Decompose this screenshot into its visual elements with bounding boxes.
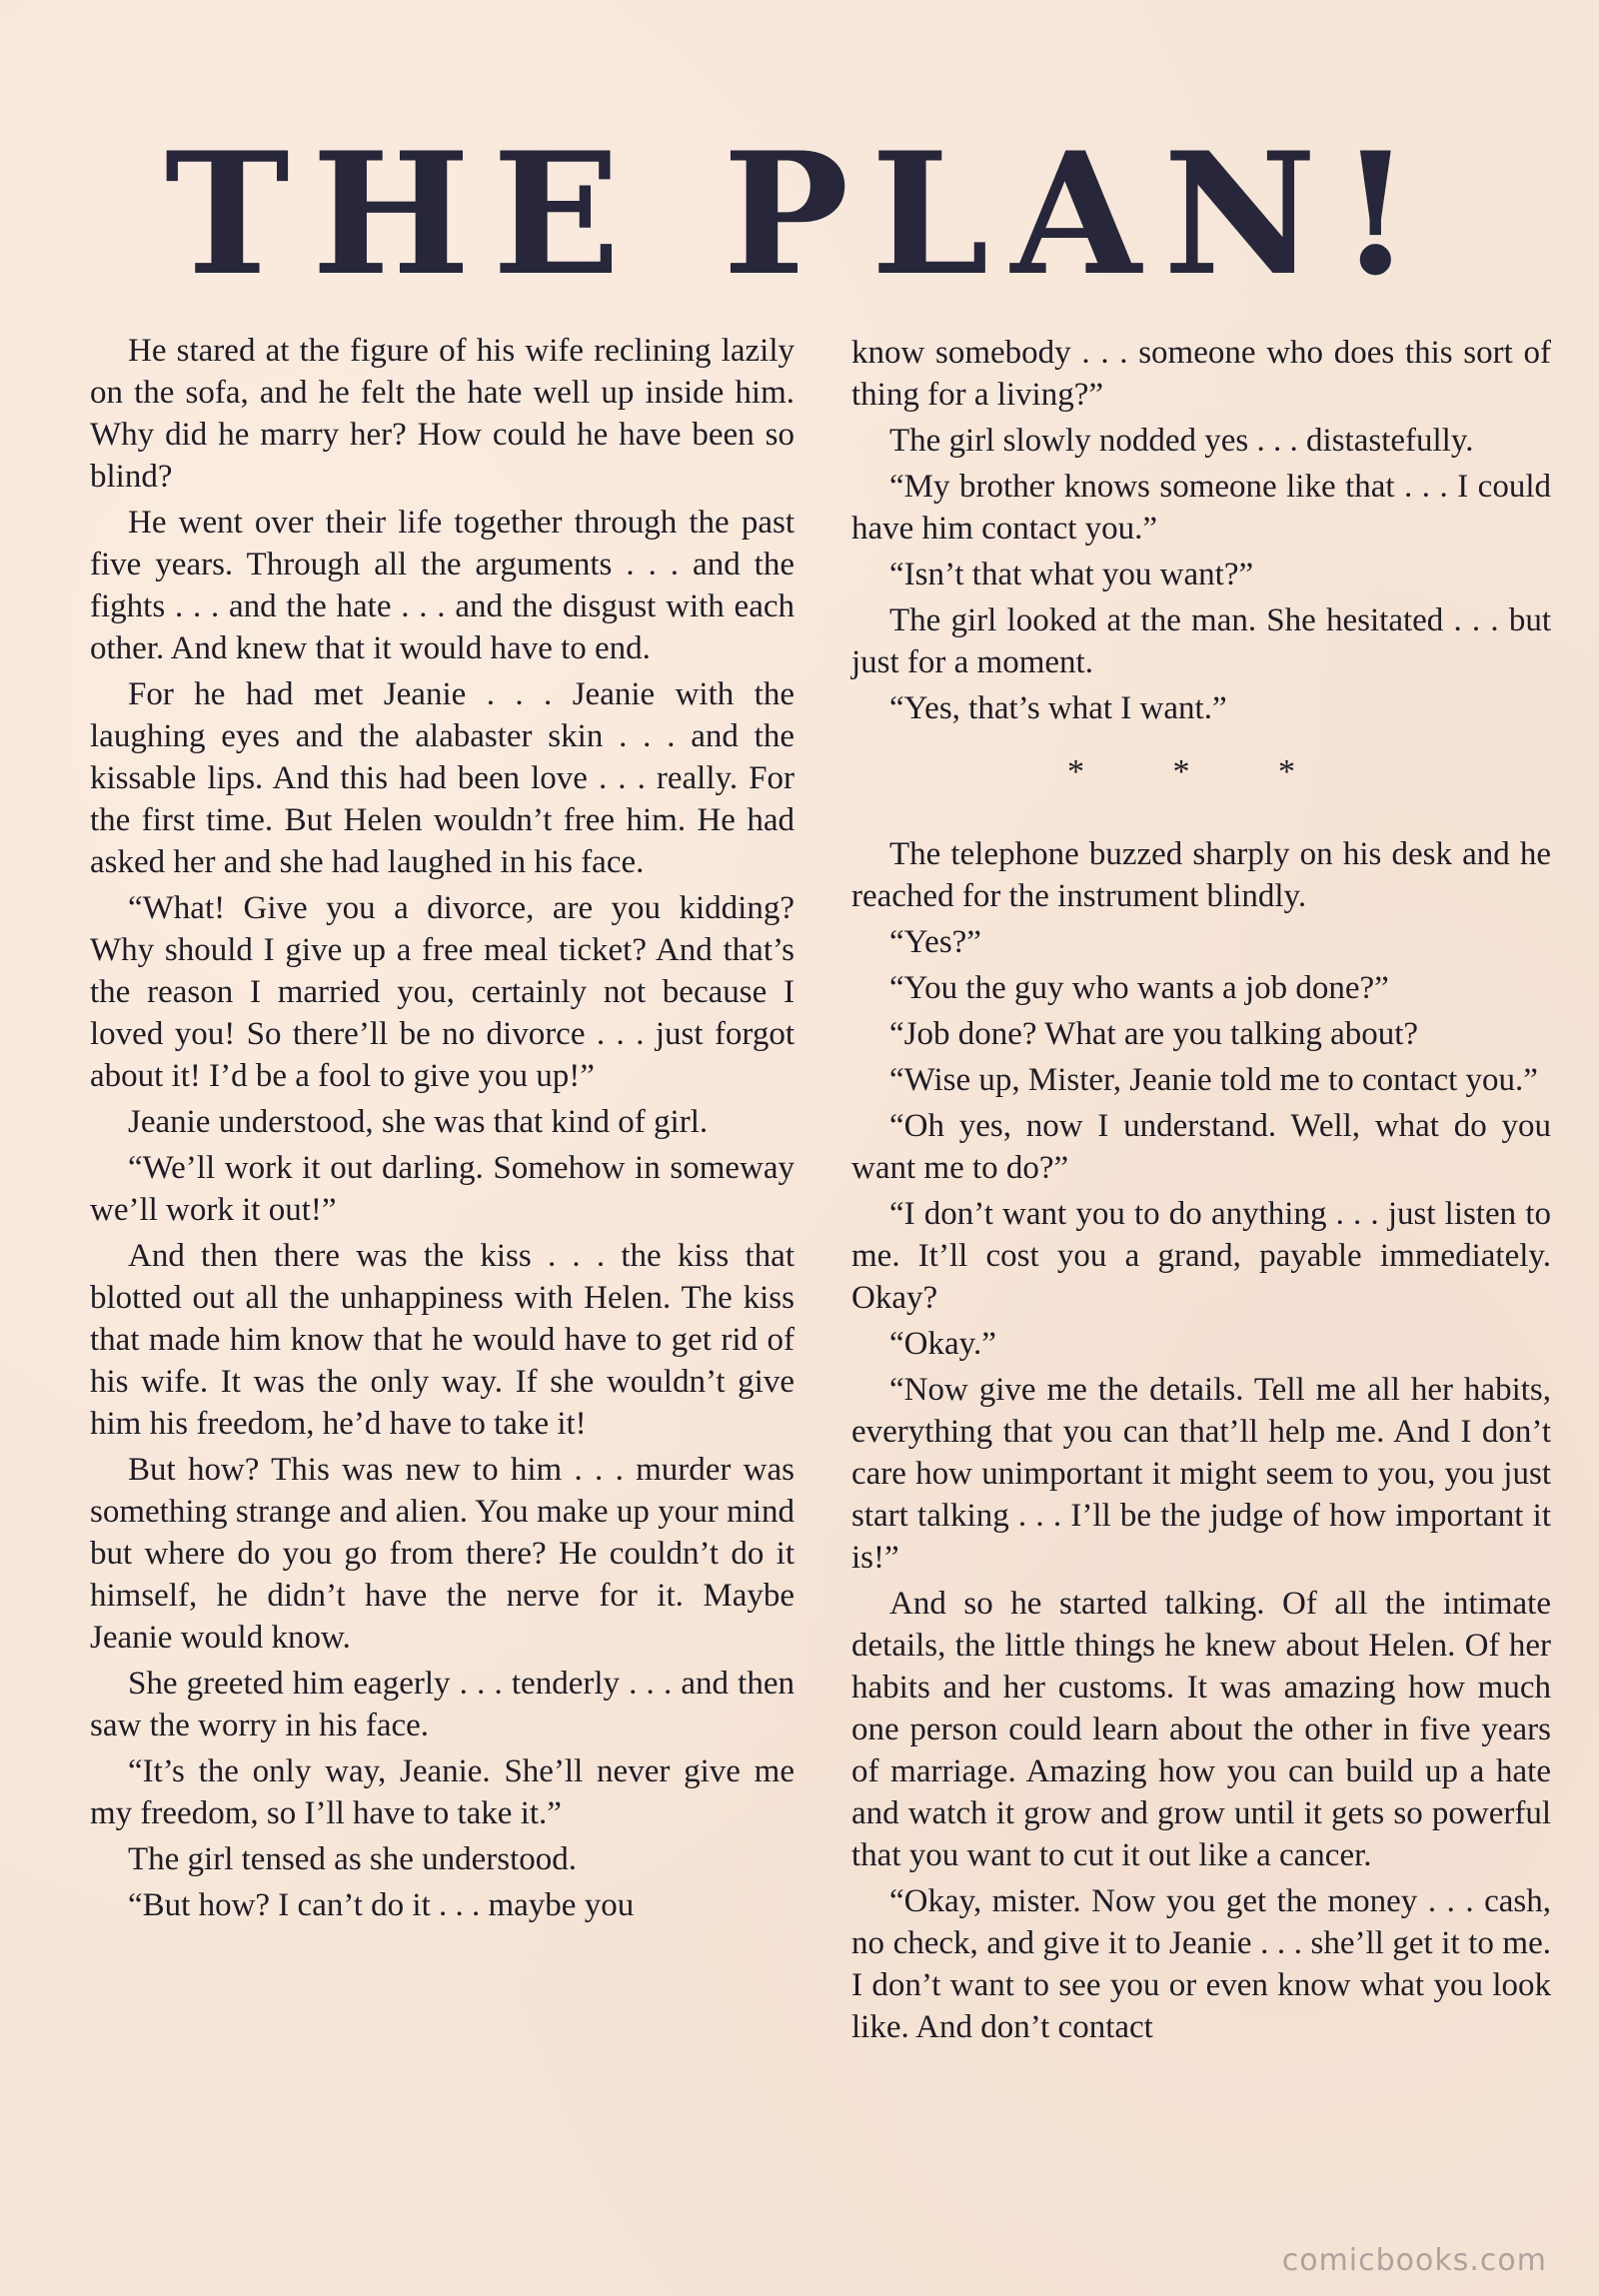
watermark-text: comicbooks.com — [1281, 2243, 1547, 2278]
paragraph: And so he started talking. Of all the intimate details, the little things he knew about Helen. Of her habits and her customs. It was amazing how much one person could learn about the other in five years of marriage. Amazing how you can build up a hate and watch it grow and grow until it gets so powerful that you want to cut it out like a cancer. — [851, 1586, 1551, 1873]
paragraph: The girl slowly nodded yes . . . distastefully. — [889, 423, 1474, 459]
paragraph: And then there was the kiss . . . the kiss that blotted out all the unhappiness with Helen. The kiss that made him know that he would have to get rid of his wife. It was the only way. If she wouldn’t give him his freedom, he’d have to take it! — [90, 1238, 795, 1442]
paragraph: Jeanie understood, she was that kind of girl. — [128, 1104, 709, 1140]
paragraph: “But how? I can’t do it . . . maybe you — [128, 1887, 635, 1923]
paragraph: “It’s the only way, Jeanie. She’ll never give me my freedom, so I’ll have to take it.” — [90, 1753, 795, 1831]
paragraph: “Okay, mister. Now you get the money . . . cash, no check, and give it to Jeanie . . . she’ll get it to me. I don’t want to see you or even know what you look like. And don’t contact — [851, 1883, 1551, 2045]
paragraph: The girl tensed as she understood. — [128, 1841, 578, 1877]
paragraph: “What! Give you a divorce, are you kidding? Why should I give up a free meal ticket? And that’s the reason I married you, certainly not because I loved you! So there’ll be no divorce . . . just forgot about it! I’d be a fool to give you up!” — [90, 890, 795, 1094]
paragraph: The telephone buzzed sharply on his desk and he reached for the instrument blindly. — [851, 836, 1551, 914]
paragraph: For he had met Jeanie . . . Jeanie with the laughing eyes and the alabaster skin . . . and the kissable lips. And this had been love . . . really. For the first time. But Helen wouldn’t free him. He had asked her and she had laughed in his face. — [90, 676, 795, 880]
paragraph: “Now give me the details. Tell me all her habits, everything that you can that’ll help me. And I don’t care how unimportant it might seem to you, you just start talking . . . I’ll be the judge of how important it is!” — [851, 1372, 1551, 1576]
paragraph: “Job done? What are you talking about? — [889, 1016, 1419, 1052]
page-title: THE PLAN! — [164, 115, 1435, 313]
paragraph: “Wise up, Mister, Jeanie told me to contact you.” — [889, 1062, 1538, 1098]
paragraph: “Yes?” — [889, 924, 981, 960]
paragraph: “I don’t want you to do anything . . . just listen to me. It’ll cost you a grand, payable immediately. Okay? — [851, 1196, 1551, 1316]
paragraph: “Oh yes, now I understand. Well, what do you want me to do?” — [851, 1108, 1551, 1186]
paragraph: “Isn’t that what you want?” — [889, 557, 1254, 592]
paragraph: He stared at the figure of his wife reclining lazily on the sofa, and he felt the hate well up inside him. Why did he marry her? How could he have been so blind? — [90, 333, 795, 495]
paragraph: know somebody . . . someone who does this sort of thing for a living?” — [851, 335, 1551, 413]
paragraph: She greeted him eagerly . . . tenderly . . . and then saw the worry in his face. — [90, 1666, 795, 1743]
paragraph: He went over their life together through the past five years. Through all the arguments . . . and the fights . . . and the hate . . . and the disgust with each other. And knew that it would have to end. — [90, 505, 795, 666]
paragraph: “Okay.” — [889, 1326, 996, 1362]
section-separator: * * * — [1067, 753, 1335, 790]
paragraph: “Yes, that’s what I want.” — [889, 690, 1227, 726]
left-column — [90, 330, 795, 1930]
right-column — [851, 332, 1551, 2052]
paragraph: But how? This was new to him . . . murder was something strange and alien. You make up your mind but where do you go from there? He couldn’t do it himself, he didn’t have the nerve for it. Maybe Jeanie would know. — [90, 1452, 795, 1656]
paragraph: “My brother knows someone like that . . . I could have him contact you.” — [851, 469, 1551, 547]
paragraph: “You the guy who wants a job done?” — [889, 970, 1389, 1006]
paragraph: “We’ll work it out darling. Somehow in someway we’ll work it out!” — [90, 1150, 795, 1228]
paragraph: The girl looked at the man. She hesitated . . . but just for a moment. — [851, 602, 1551, 680]
